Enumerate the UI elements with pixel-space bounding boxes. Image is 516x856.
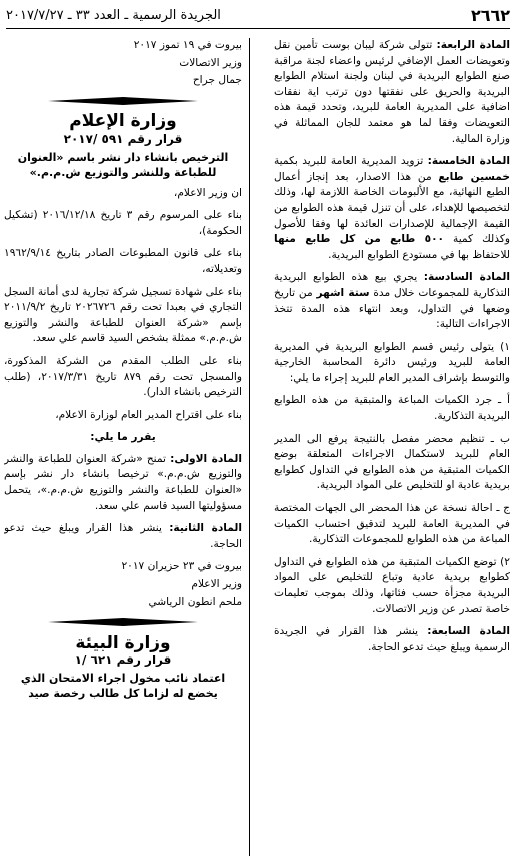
article-6 (274, 270, 510, 332)
header-rule (6, 28, 510, 29)
left-column (4, 38, 242, 856)
right-column (274, 38, 510, 856)
decides-heading: يقرر ما يلي: (90, 431, 156, 444)
signature-date-2: بيروت في ٢٣ حزيران ٢٠١٧ (121, 560, 242, 573)
preamble-5: بناء على اقتراح المدير العام لوزارة الاعلام، (55, 408, 242, 421)
article-7 (274, 624, 510, 655)
article-4-text: تتولى شركة ليبان بوست تأمين نقل وتعويضات العمل الإضافي لرئيس واعضاء لجنة مراقبة صنع الطوابع البريدية في لبنان ولجنة استلام الطوابع البريدية والحريق على نفقتها دون ترتب اية نفقات اضافية على المديرية العامة للبريد، وتحدد قيمة هذه التعويضات وفقا لما هو معتمد للجان المماثلة في وزارة المالية. (274, 39, 510, 145)
ornament-divider-2 (4, 616, 242, 632)
procedure-item-a: أ ـ جرد الكميات المباعة والمتبقية من هذه الطوابع البريدية التذكارية. (274, 394, 510, 423)
signature-name-2: ملحم انطون الرياشي (148, 595, 242, 608)
page-header (6, 6, 510, 28)
article-1-text: تمنح «شركة العنوان للطباعة والنشر والتوزيع ش.م.م.» ترخيصا بانشاء دار نشر بإسم «العنوان للطباعة والنشر والتوزيع ش.م.م.»، يتحمل مسؤوليتها السيد قاسم علي سعد. (4, 452, 242, 512)
column-divider (249, 38, 250, 856)
article-5-label: المادة الخامسة: (427, 155, 510, 168)
procedure-item-1: ١) يتولى رئيس قسم الطوابع البريدية في المديرية العامة للبريد ورئيس دائرة المحاسبة الخارجية والتوسط بإشراف المدير العام للبريد إجراء ما يلي: (274, 340, 510, 384)
page-number: ٢٦٦٢ (470, 6, 510, 25)
signature-block-2 (4, 559, 242, 610)
signature-title-2: وزير الاعلام (191, 578, 242, 591)
signature-block-1 (4, 38, 242, 89)
article-4 (274, 38, 510, 147)
procedure-item-c: ج ـ احالة نسخة عن هذا المحضر الى الجهات المختصة في المديرية العامة للبريد لتدقيق احتساب الكميات المباعة من هذه الطوابع للمجموعات التذكارية. (274, 502, 510, 546)
decision-number-1: قرار رقم ٥٩١ /٢٠١٧ (63, 131, 183, 146)
article-2 (4, 521, 242, 552)
article-5 (274, 154, 510, 263)
preamble-2: بناء على قانون المطبوعات الصادر بتاريخ ١٩٦٢/٩/١٤ وتعديلاته، (4, 247, 242, 275)
preamble-1: بناء على المرسوم رقم ٣ تاريخ ٢٠١٦/١٢/١٨ (تشكيل الحكومة)، (4, 209, 242, 237)
signature-name-1: جمال جراح (192, 74, 242, 87)
article-1 (4, 452, 242, 514)
article-7-label: المادة السابعة: (427, 625, 510, 638)
article-6-bold-1: ستة اشهر (316, 286, 370, 299)
article-2-label: المادة الثانية: (169, 522, 242, 535)
article-5-text-3: للاحتفاظ بها في مستودع الطوابع البريدية. (328, 248, 510, 261)
procedure-item-2: ٢) توضع الكميات المتبقية من هذه الطوابع في التداول كطوابع بريدية عادية وتباع للتخليص على المواد البريدية مجزأة حسب فئاتها، وذلك بموجب تعليمات خاصة تصدر عن وزير الاتصالات. (274, 555, 510, 615)
article-4-label: المادة الرابعة: (436, 39, 510, 51)
article-6-text-2: من تاريخ وضعها في التداول، وبعد انتهاء هذه المدة تتخذ الاجراءات التالية: (274, 286, 510, 331)
article-6-label: المادة السادسة: (423, 271, 510, 284)
ornament-divider-1 (4, 95, 242, 111)
signature-date-1: بيروت في ١٩ تموز ٢٠١٧ (133, 39, 242, 51)
article-5-bold-2: ٥٠٠ طابع من كل طابع منها (274, 233, 445, 246)
article-5-text-1: تزويد المديرية العامة للبريد بكمية (274, 155, 428, 168)
article-1-label: المادة الاولى: (170, 452, 242, 465)
article-7-text: ينشر هذا القرار في الجريدة الرسمية ويبلغ حيث تدعو الحاجة. (274, 625, 510, 653)
ministry-heading-information: وزارة الإعلام (69, 111, 177, 132)
preamble-3: بناء على شهادة تسجيل شركة تجارية لدى أمانة السجل التجاري في بعبدا تحت رقم ٢٠٢٦٧٢٦ تاريخ ٢٠١١/٩/٢ بإسم «شركة العنوان للطباعة والنشر والتوزيع ش.م.م.» ممثلة بشخص السيد قاسم علي سعد. (4, 285, 242, 345)
article-6-text-1: يجري بيع هذه الطوابع البريدية التذكارية للمجموعات خلال مدة (274, 271, 510, 299)
article-5-text-2: من هذا الاصدار، بعد إنجاز أعمال الطبع النهائية، مع الألبومات الخاصة اللازمة لها، وذلك لتخصيصها للإهداء، على أن تنزل قيمة هذه الطوابع من القيمة الإجمالية للإصدارات العائدة لها وفقا للأصول وكذلك كمية (274, 170, 510, 246)
procedure-item-b: ب ـ تنظيم محضر مفصل بالنتيجة يرفع الى المدير العام للبريد لاستكمال الاجراءات المتعلقة بوضع الكميات المتبقية من هذه الطوابع في التداول كطوابع بريدية عادية او للتخليص على المواد البريدية. (274, 432, 510, 492)
preamble-4: بناء على الطلب المقدم من الشركة المذكورة، والمسجل تحت رقم ٨٧٩ تاريخ ٢٠١٧/٣/٣١، (طلب الترخيص بانشاء الدار). (4, 354, 242, 399)
signature-title-1: وزير الاتصالات (179, 56, 242, 69)
decision-title-2: اعتماد نائب مخول اجراء الامتحان الذي يخضع له لزاما كل طالب رخصة صيد (20, 672, 226, 700)
opening-line: ان وزير الاعلام، (173, 186, 242, 199)
running-title: الجريدة الرسمية ـ العدد ٣٣ ـ ٢٠١٧/٧/٢٧ (6, 8, 221, 23)
article-5-bold-1: خمسين طابع (438, 170, 510, 183)
decision-number-2: قرار رقم ٦٢١ /١ (74, 653, 172, 668)
ministry-heading-environment: وزارة البيئة (75, 632, 171, 653)
decision-title-1: الترخيص بانشاء دار نشر باسم «العنوان للطباعة وللنشر والتوزيع ش.م.م.» (17, 150, 229, 179)
article-2-text: ينشر هذا القرار ويبلغ حيث تدعو الحاجة. (4, 522, 242, 550)
